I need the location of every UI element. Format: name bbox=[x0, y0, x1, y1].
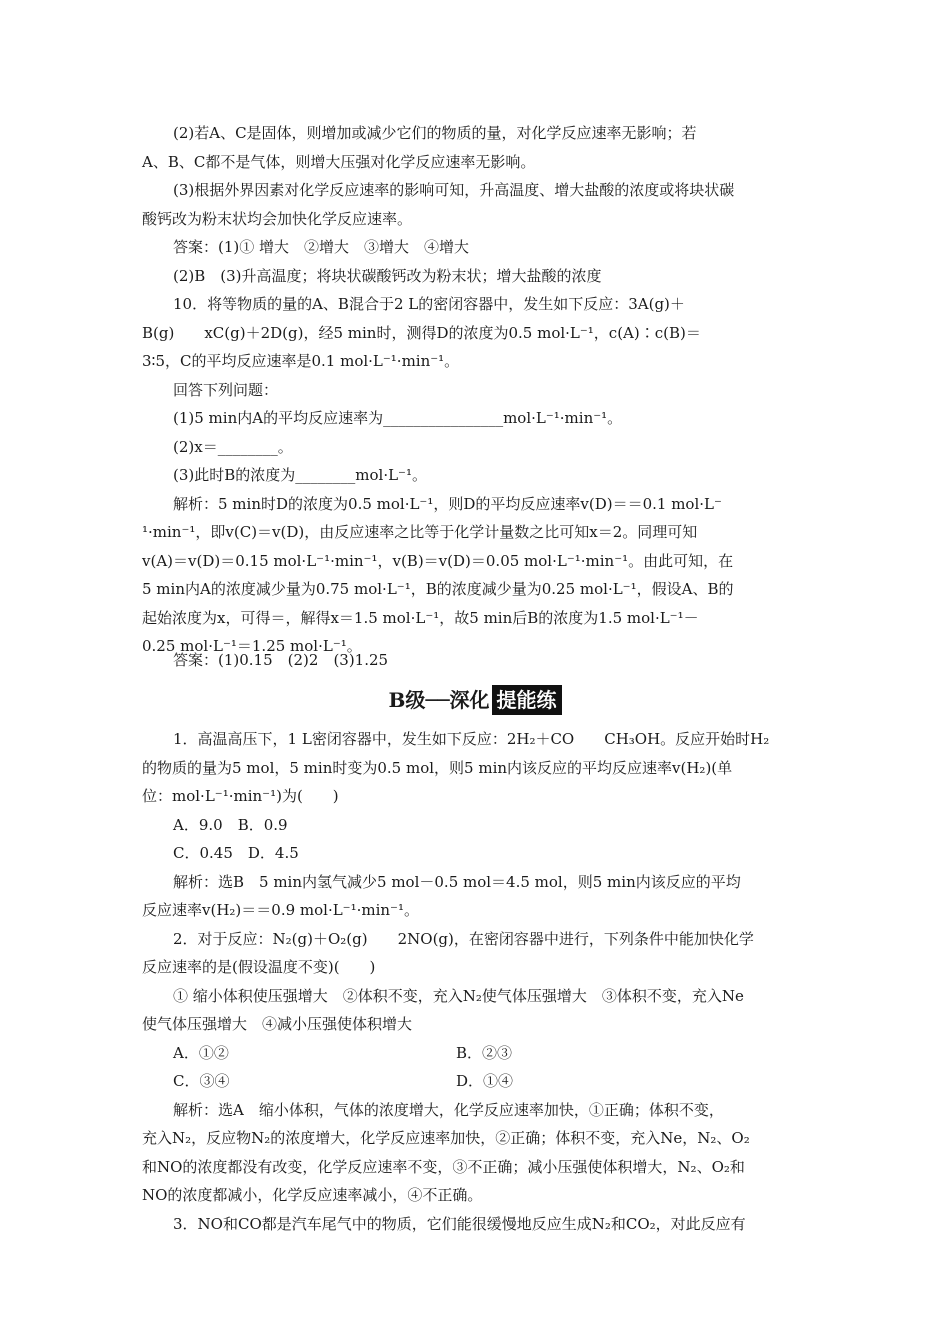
text-line: (2)若A、C是固体，则增加或减少它们的物质的量，对化学反应速率无影响；若 bbox=[173, 124, 697, 142]
text-line: (2)x＝________。 bbox=[173, 437, 293, 456]
text-line: ① 缩小体积使压强增大 ②体积不变，充入N₂使气体压强增大 ③体积不变，充入Ne bbox=[173, 986, 744, 1005]
text-line: 解析：选B 5 min内氢气减少5 mol－0.5 mol＝4.5 mol，则5 min内该反应的平均 bbox=[173, 872, 741, 891]
option-d: D．①④ bbox=[456, 1072, 514, 1090]
text-line: (3)根据外界因素对化学反应速率的影响可知，升高温度、增大盐酸的浓度或将块状碳 bbox=[173, 181, 735, 199]
text-line: 使气体压强增大 ④减小压强使体积增大 bbox=[142, 1015, 413, 1033]
section-heading-highlight: 提能练 bbox=[492, 685, 562, 715]
text-line: (3)此时B的浓度为________mol·L⁻¹。 bbox=[173, 466, 427, 484]
text-line: 答案：(1)① 增大 ②增大 ③增大 ④增大 bbox=[173, 238, 470, 256]
text-line: 3∶5，C的平均反应速率是0.1 mol·L⁻¹·min⁻¹。 bbox=[142, 352, 460, 370]
text-line: 位：mol·L⁻¹·min⁻¹)为( ) bbox=[142, 787, 339, 805]
text-line: A、B、C都不是气体，则增大压强对化学反应速率无影响。 bbox=[142, 152, 536, 171]
text-line: 3．NO和CO都是汽车尾气中的物质，它们能很缓慢地反应生成N₂和CO₂，对此反应有 bbox=[173, 1214, 746, 1233]
text-line: 充入N₂，反应物N₂的浓度增大，化学反应速率加快，②正确；体积不变，充入Ne，N₂、O₂ bbox=[142, 1129, 750, 1147]
text-line: NO的浓度都减小，化学反应速率减小，④不正确。 bbox=[142, 1186, 483, 1204]
text-line: 起始浓度为x，可得＝，解得x＝1.5 mol·L⁻¹，故5 min后B的浓度为1.5 mol·L⁻¹－ bbox=[142, 608, 699, 627]
text-line: 回答下列问题： bbox=[173, 380, 279, 399]
option-b: B．②③ bbox=[456, 1043, 513, 1062]
text-line: 5 min内A的浓度减少量为0.75 mol·L⁻¹，B的浓度减少量为0.25 mol·L⁻¹，假设A、B的 bbox=[142, 580, 734, 598]
text-line: v(A)＝v(D)＝0.15 mol·L⁻¹·min⁻¹，v(B)＝v(D)＝0.05 mol·L⁻¹·min⁻¹。由此可知，在 bbox=[142, 551, 734, 570]
text-line: 10．将等物质的量的A、B混合于2 L的密闭容器中，发生如下反应：3A(g)＋ bbox=[173, 295, 685, 313]
text-line: 酸钙改为粉末状均会加快化学反应速率。 bbox=[142, 209, 413, 228]
text-line: 0.25 mol·L⁻¹＝1.25 mol·L⁻¹。 bbox=[142, 637, 362, 655]
text-line: 和NO的浓度都没有改变，化学反应速率不变，③不正确；减小压强使体积增大，N₂、O₂和 bbox=[142, 1157, 745, 1176]
text-line: C．0.45 D．4.5 bbox=[173, 844, 299, 862]
text-line: 答案：(1)0.15 (2)2 (3)1.25 bbox=[173, 651, 389, 669]
section-heading-prefix: B级──深化 bbox=[388, 688, 490, 712]
option-a: A．①② bbox=[173, 1043, 229, 1062]
text-line: A．9.0 B．0.9 bbox=[173, 815, 288, 834]
text-line: 解析：选A 缩小体积，气体的浓度增大，化学反应速率加快，①正确；体积不变， bbox=[173, 1100, 724, 1119]
text-line: 的物质的量为5 mol，5 min时变为0.5 mol，则5 min内该反应的平均反应速率v(H₂)(单 bbox=[142, 758, 733, 777]
text-line: (1)5 min内A的平均反应速率为________________mol·L⁻¹·min⁻¹。 bbox=[173, 409, 623, 427]
section-heading bbox=[0, 685, 950, 715]
text-line: B(g) xC(g)＋2D(g)，经5 min时，测得D的浓度为0.5 mol·L⁻¹，c(A)∶c(B)＝ bbox=[142, 323, 701, 342]
text-line: 2．对于反应：N₂(g)＋O₂(g) 2NO(g)，在密闭容器中进行，下列条件中能加快化学 bbox=[173, 929, 754, 948]
text-line: (2)B (3)升高温度；将块状碳酸钙改为粉末状；增大盐酸的浓度 bbox=[173, 266, 602, 285]
text-line: 反应速率v(H₂)＝＝0.9 mol·L⁻¹·min⁻¹。 bbox=[142, 901, 419, 919]
option-c: C．③④ bbox=[173, 1072, 230, 1090]
text-line: ¹·min⁻¹，即v(C)＝v(D)，由反应速率之比等于化学计量数之比可知x＝2。同理可知 bbox=[142, 523, 698, 541]
text-line: 1．高温高压下，1 L密闭容器中，发生如下反应：2H₂＋CO CH₃OH。反应开始时H₂ bbox=[173, 730, 770, 748]
text-line: 解析：5 min时D的浓度为0.5 mol·L⁻¹，则D的平均反应速率v(D)＝＝0.1 mol·L⁻ bbox=[173, 494, 722, 513]
option-row bbox=[142, 1067, 843, 1096]
option-row bbox=[142, 1039, 843, 1068]
text-line: 反应速率的是(假设温度不变)( ) bbox=[142, 958, 376, 976]
